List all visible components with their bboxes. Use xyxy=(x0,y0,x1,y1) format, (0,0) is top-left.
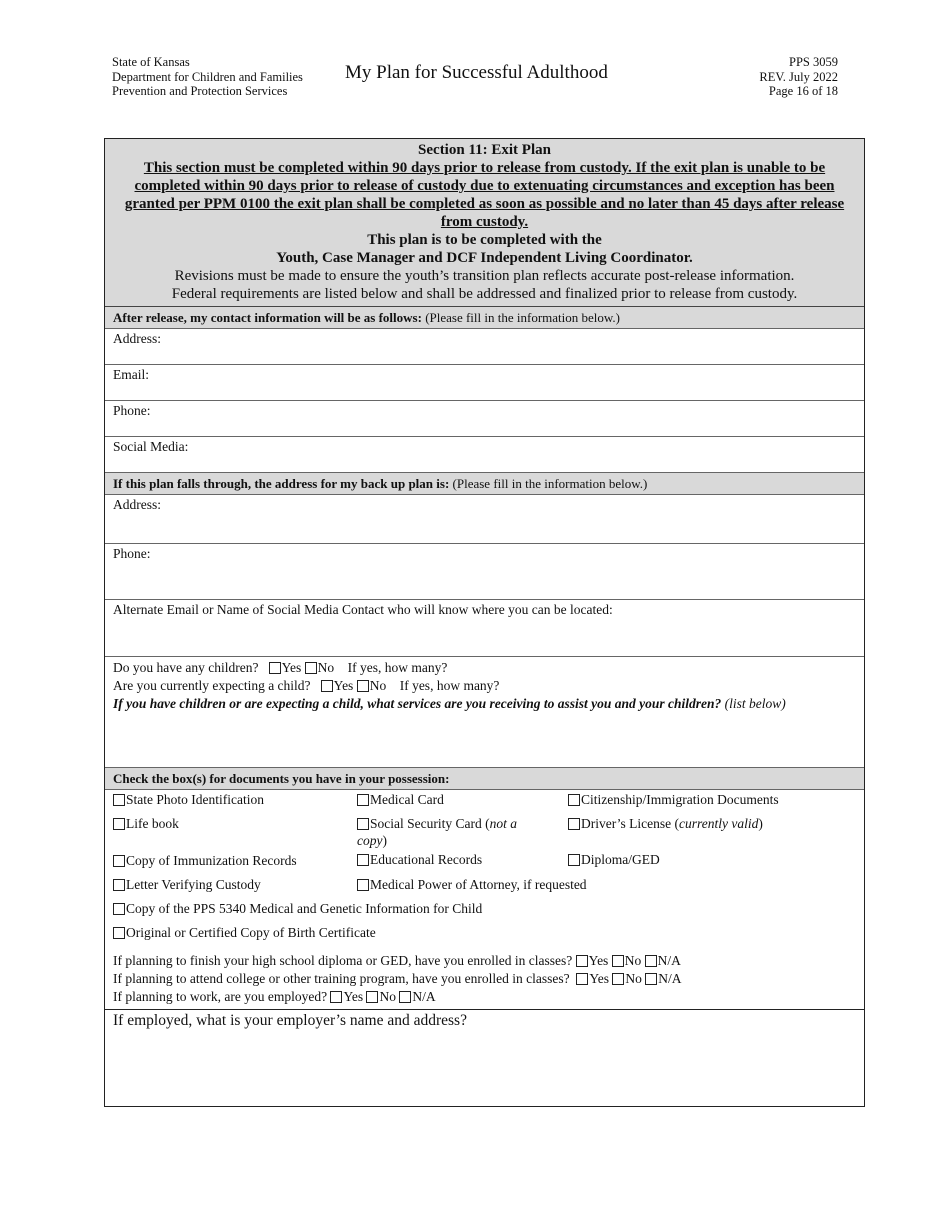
backup-address-field[interactable]: Address: xyxy=(105,495,864,544)
backup-heading: If this plan falls through, the address for my back up plan is: (Please fill in the information below.) xyxy=(105,473,864,495)
agency-line: State of Kansas xyxy=(112,55,190,69)
contact-social-field[interactable]: Social Media: xyxy=(105,437,864,473)
diploma-na-checkbox[interactable] xyxy=(645,955,657,967)
checkbox[interactable] xyxy=(113,794,125,806)
college-yes-checkbox[interactable] xyxy=(576,973,588,985)
doc-diploma[interactable]: Diploma/GED xyxy=(568,851,660,868)
children-no-checkbox[interactable] xyxy=(305,662,317,674)
checkbox[interactable] xyxy=(113,818,125,830)
checkbox[interactable] xyxy=(568,818,580,830)
form-number: PPS 3059 xyxy=(789,55,838,69)
checkbox[interactable] xyxy=(113,927,125,939)
doc-immunization[interactable]: Copy of Immunization Records xyxy=(113,852,297,869)
children-question: Do you have any children? Yes No If yes, how many? xyxy=(113,660,448,675)
diploma-no-checkbox[interactable] xyxy=(612,955,624,967)
backup-phone-field[interactable]: Phone: xyxy=(105,544,864,600)
agency-line: Department for Children and Families xyxy=(112,69,303,84)
form-id-block xyxy=(759,55,838,99)
services-question[interactable]: If you have children or are expecting a child, what services are you receiving to assist you and your children? (list below) xyxy=(113,696,786,711)
college-na-checkbox[interactable] xyxy=(645,973,657,985)
children-yes-checkbox[interactable] xyxy=(269,662,281,674)
checkbox[interactable] xyxy=(568,794,580,806)
contact-phone-field[interactable]: Phone: xyxy=(105,401,864,437)
work-yes-checkbox[interactable] xyxy=(330,991,342,1003)
employer-field[interactable]: If employed, what is your employer’s name and address? xyxy=(113,1012,467,1029)
section-note: Federal requirements are listed below and shall be addressed and finalized prior to release from custody. xyxy=(171,286,798,302)
checkbox[interactable] xyxy=(113,855,125,867)
document-title: My Plan for Successful Adulthood xyxy=(345,62,608,83)
alternate-contact-field[interactable]: Alternate Email or Name of Social Media Contact who will know where you can be located: xyxy=(105,600,864,657)
expecting-yes-checkbox[interactable] xyxy=(321,680,333,692)
checkbox[interactable] xyxy=(113,903,125,915)
expecting-no-checkbox[interactable] xyxy=(357,680,369,692)
exit-plan-form xyxy=(104,138,865,1107)
section-requirement: This section must be completed within 90 days prior to release from custody. If the exit plan is unable to be completed within 90 days prior to release of custody due to extenuating circumstances and exception has been granted per PPM 0100 the exit plan shall be completed as soon as possible and no later than 45 days after release from custody. xyxy=(124,160,845,230)
doc-birth-certificate[interactable]: Original or Certified Copy of Birth Certificate xyxy=(113,924,376,941)
checkbox[interactable] xyxy=(113,879,125,891)
documents-checklist xyxy=(105,790,864,950)
college-question: If planning to attend college or other training program, have you enrolled in classes? Yes No N/A xyxy=(113,971,682,986)
checkbox[interactable] xyxy=(357,854,369,866)
diploma-question: If planning to finish your high school diploma or GED, have you enrolled in classes? Yes No N/A xyxy=(113,953,681,968)
section-instruction: This plan is to be completed with the xyxy=(367,232,602,248)
doc-medical-poa[interactable]: Medical Power of Attorney, if requested xyxy=(357,876,587,893)
planning-questions xyxy=(105,950,864,1010)
checkbox[interactable] xyxy=(357,879,369,891)
documents-heading: Check the box(s) for documents you have in your possession: xyxy=(105,768,864,790)
section-note: Revisions must be made to ensure the youth’s transition plan reflects accurate post-release information. xyxy=(174,268,795,284)
section-title: Section 11: Exit Plan xyxy=(418,142,551,158)
doc-social-security-card[interactable]: Social Security Card (not a copy) xyxy=(357,816,517,848)
agency-line: Prevention and Protection Services xyxy=(112,84,288,98)
checkbox[interactable] xyxy=(357,794,369,806)
section-participants: Youth, Case Manager and DCF Independent Living Coordinator. xyxy=(276,250,693,266)
contact-heading: After release, my contact information will be as follows: (Please fill in the information below.) xyxy=(105,307,864,329)
revision-date: REV. July 2022 xyxy=(759,69,838,84)
checkbox[interactable] xyxy=(357,818,369,830)
contact-email-field[interactable]: Email: xyxy=(105,365,864,401)
work-question: If planning to work, are you employed? Yes No N/A xyxy=(113,989,436,1004)
expecting-question: Are you currently expecting a child? Yes No If yes, how many? xyxy=(113,678,500,693)
work-no-checkbox[interactable] xyxy=(366,991,378,1003)
doc-medical-card[interactable]: Medical Card xyxy=(357,791,444,808)
checkbox[interactable] xyxy=(568,854,580,866)
doc-citizenship[interactable]: Citizenship/Immigration Documents xyxy=(568,791,779,808)
doc-state-id[interactable]: State Photo Identification xyxy=(113,791,264,808)
doc-drivers-license[interactable]: Driver’s License (currently valid) xyxy=(568,815,763,832)
doc-custody-letter[interactable]: Letter Verifying Custody xyxy=(113,876,261,893)
doc-educational-records[interactable]: Educational Records xyxy=(357,851,482,868)
page-number: Page 16 of 18 xyxy=(768,84,838,98)
section-header xyxy=(105,139,864,307)
agency-block xyxy=(112,55,303,99)
diploma-yes-checkbox[interactable] xyxy=(576,955,588,967)
work-na-checkbox[interactable] xyxy=(399,991,411,1003)
contact-address-field[interactable]: Address: xyxy=(105,329,864,365)
doc-life-book[interactable]: Life book xyxy=(113,815,179,832)
college-no-checkbox[interactable] xyxy=(612,973,624,985)
doc-pps5340[interactable]: Copy of the PPS 5340 Medical and Genetic Information for Child xyxy=(113,900,482,917)
children-questions xyxy=(105,657,864,768)
